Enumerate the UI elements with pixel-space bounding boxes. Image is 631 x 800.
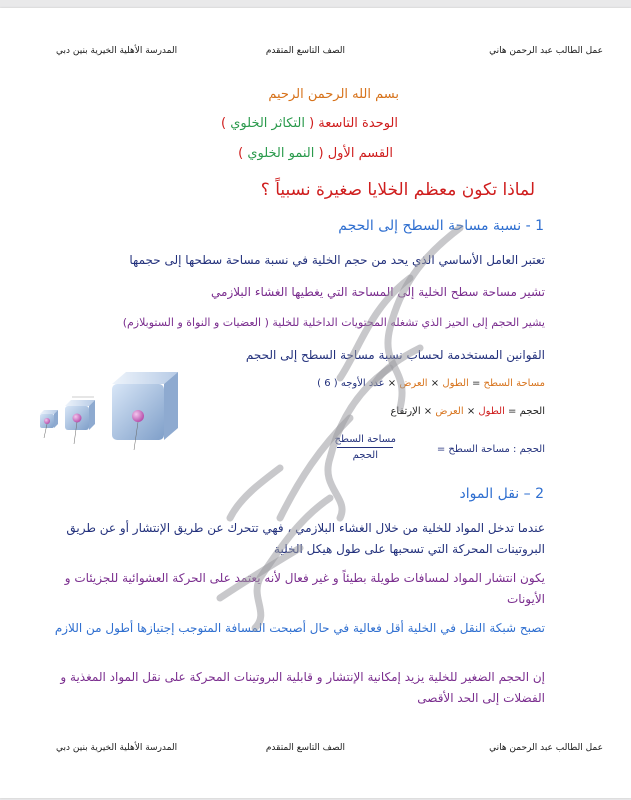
- formula-ratio-fraction: [335, 434, 396, 461]
- part2-paragraph-3: تصبح شبكة النقل في الخلية أقل فعالية في حال أصبحت المسافة المتوجب إجتيازها أطول من اللازم: [54, 621, 545, 635]
- header-student: عمل الطالب عبد الرحمن هاني: [489, 46, 603, 56]
- part1-paragraph-1: تعتبر العامل الأساسي الذي يحد من حجم الخلية في نسبة مساحة سطحها إلى حجمها: [129, 253, 545, 267]
- large-cube: [112, 370, 178, 450]
- part2-paragraph-2: يكون انتشار المواد لمسافات طويلة بطيئاً و غير فعال لأنه يعتمد على الحركة العشوائية للجزيئات و الأيونات: [64, 571, 545, 606]
- cell-cubes-illustration: [34, 370, 196, 452]
- fraction-bar: [337, 447, 393, 448]
- bismillah: بسم الله الرحمن الرحيم: [268, 87, 399, 102]
- formula-volume: الحجم = الطول × العرض × الإرتفاع: [390, 406, 545, 417]
- footer-student: عمل الطالب عبد الرحمن هاني: [489, 743, 603, 753]
- document-page: [0, 8, 631, 798]
- formula-surface-area: مساحة السطح = الطول × العرض × عدد الأوجه ( 6 ): [317, 378, 545, 389]
- part1-paragraph-2: تشير مساحة سطح الخلية إلى المساحة التي يغطيها الغشاء البلازمي: [211, 285, 545, 299]
- small-cube: [40, 410, 58, 438]
- part1-paragraph-4: القوانين المستخدمة لحساب نسبة مساحة السطح إلى الحجم: [245, 348, 545, 362]
- header-school: المدرسة الأهلية الخيرية بنين دبي: [56, 46, 178, 56]
- medium-cube: [65, 397, 95, 444]
- unit-title: الوحدة التاسعة ( التكاثر الخلوي ): [221, 116, 398, 131]
- page-header: [28, 46, 603, 64]
- formula-ratio-label: الحجم : مساحة السطح =: [436, 444, 545, 455]
- page-footer: [28, 743, 603, 761]
- part2-paragraph-1: عندما تدخل المواد للخلية من خلال الغشاء البلازمي ، فهي تتحرك عن طريق الإنتشار أو عن طريق البروتينات المحركة التي تسحبها على طول هيكل الخلية: [66, 521, 545, 556]
- part2-heading: 2 – نقل المواد: [459, 486, 544, 502]
- main-question: لماذا تكون معظم الخلايا صغيرة نسبياً ؟: [260, 180, 535, 200]
- part1-paragraph-3: يشير الحجم إلى الحيز الذي تشغله المحتويات الداخلية للخلية ( العضيات و النواة و الستوبلازم): [122, 316, 545, 329]
- part1-heading: 1 - نسبة مساحة السطح إلى الحجم: [338, 218, 544, 234]
- footer-grade: الصف التاسع المتقدم: [265, 743, 345, 753]
- section-title: القسم الأول ( النمو الخلوي ): [238, 146, 393, 161]
- fraction-denominator: الحجم: [352, 450, 378, 461]
- unit-name: التكاثر الخلوي: [230, 116, 305, 131]
- header-grade: الصف التاسع المتقدم: [265, 46, 345, 56]
- part2-paragraph-4: إن الحجم الضغير للخلية يزيد إمكانية الإنتشار و قابلية البروتينات المحركة على نقل المواد المغذية و الفضلات إلى الحد الأقصى: [60, 670, 545, 705]
- section-name: النمو الخلوي: [247, 146, 315, 161]
- fraction-numerator: مساحة السطح: [334, 434, 396, 445]
- footer-school: المدرسة الأهلية الخيرية بنين دبي: [56, 743, 178, 753]
